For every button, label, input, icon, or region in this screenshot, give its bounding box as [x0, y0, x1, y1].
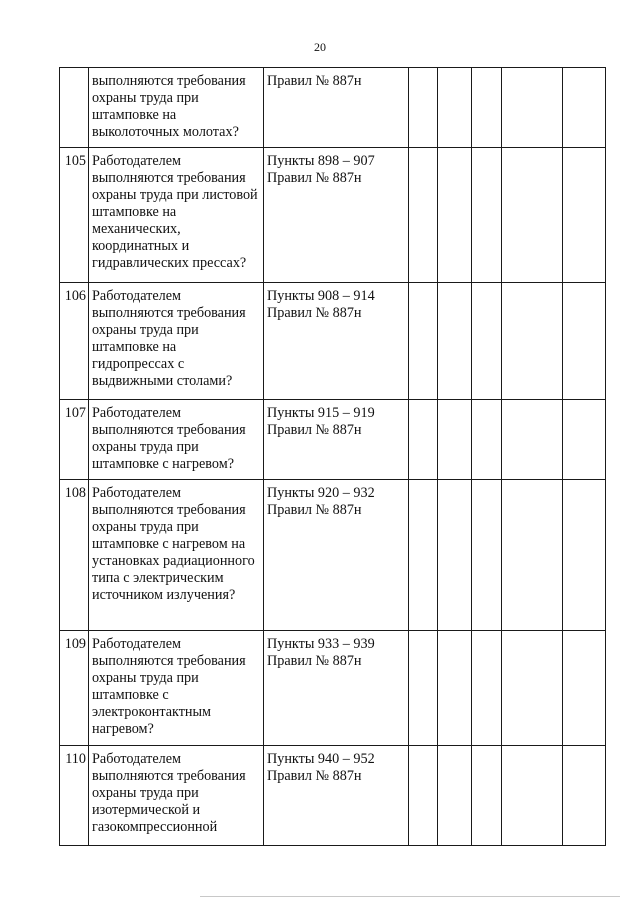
details-cell[interactable] — [502, 480, 563, 631]
answer-cell-na[interactable] — [472, 480, 502, 631]
scan-edge-line — [200, 896, 620, 897]
answer-cell-na[interactable] — [472, 68, 502, 148]
answer-cell-yes[interactable] — [409, 283, 438, 400]
answer-cell-na[interactable] — [472, 746, 502, 846]
row-number: 106 — [60, 283, 89, 400]
table-row — [60, 480, 606, 631]
requirement-question: Работодателем выполняются требования охраны труда при штамповке на гидропрессах с выдвижными столами? — [89, 283, 264, 400]
row-number: 105 — [60, 148, 89, 283]
notes-cell[interactable] — [563, 283, 606, 400]
requirement-question: Работодателем выполняются требования охраны труда при изотермической и газокомпрессионной — [89, 746, 264, 846]
notes-cell[interactable] — [563, 480, 606, 631]
answer-cell-na[interactable] — [472, 283, 502, 400]
answer-cell-no[interactable] — [438, 631, 472, 746]
notes-cell[interactable] — [563, 400, 606, 480]
answer-cell-no[interactable] — [438, 400, 472, 480]
table-row — [60, 283, 606, 400]
rule-reference: Пункты 898 – 907 Правил № 887н — [264, 148, 409, 283]
notes-cell[interactable] — [563, 631, 606, 746]
answer-cell-no[interactable] — [438, 148, 472, 283]
answer-cell-no[interactable] — [438, 480, 472, 631]
requirement-question: выполняются требования охраны труда при штамповке на выколоточных молотах? — [89, 68, 264, 148]
row-number: 108 — [60, 480, 89, 631]
table-row — [60, 400, 606, 480]
rule-reference: Пункты 933 – 939 Правил № 887н — [264, 631, 409, 746]
answer-cell-na[interactable] — [472, 400, 502, 480]
answer-cell-na[interactable] — [472, 148, 502, 283]
rule-reference: Пункты 908 – 914 Правил № 887н — [264, 283, 409, 400]
answer-cell-yes[interactable] — [409, 400, 438, 480]
row-number: 109 — [60, 631, 89, 746]
notes-cell[interactable] — [563, 148, 606, 283]
details-cell[interactable] — [502, 631, 563, 746]
checklist-table — [59, 67, 606, 846]
table-row — [60, 68, 606, 148]
details-cell[interactable] — [502, 400, 563, 480]
answer-cell-yes[interactable] — [409, 631, 438, 746]
requirement-question: Работодателем выполняются требования охраны труда при листовой штамповке на механических, координатных и гидравлических прессах? — [89, 148, 264, 283]
rule-reference: Правил № 887н — [264, 68, 409, 148]
table-row — [60, 746, 606, 846]
details-cell[interactable] — [502, 148, 563, 283]
answer-cell-no[interactable] — [438, 283, 472, 400]
rule-reference: Пункты 940 – 952 Правил № 887н — [264, 746, 409, 846]
row-number: 107 — [60, 400, 89, 480]
row-number: 110 — [60, 746, 89, 846]
notes-cell[interactable] — [563, 68, 606, 148]
answer-cell-no[interactable] — [438, 68, 472, 148]
row-number — [60, 68, 89, 148]
notes-cell[interactable] — [563, 746, 606, 846]
table-row — [60, 148, 606, 283]
table-row — [60, 631, 606, 746]
details-cell[interactable] — [502, 283, 563, 400]
rule-reference: Пункты 915 – 919 Правил № 887н — [264, 400, 409, 480]
answer-cell-yes[interactable] — [409, 68, 438, 148]
page-number: 20 — [314, 40, 326, 54]
answer-cell-yes[interactable] — [409, 480, 438, 631]
answer-cell-yes[interactable] — [409, 746, 438, 846]
requirement-question: Работодателем выполняются требования охраны труда при штамповке с нагревом на установках радиационного типа с электрическим источником излучения? — [89, 480, 264, 631]
answer-cell-yes[interactable] — [409, 148, 438, 283]
details-cell[interactable] — [502, 746, 563, 846]
answer-cell-na[interactable] — [472, 631, 502, 746]
rule-reference: Пункты 920 – 932 Правил № 887н — [264, 480, 409, 631]
requirement-question: Работодателем выполняются требования охраны труда при штамповке с нагревом? — [89, 400, 264, 480]
requirement-question: Работодателем выполняются требования охраны труда при штамповке с электроконтактным нагревом? — [89, 631, 264, 746]
answer-cell-no[interactable] — [438, 746, 472, 846]
details-cell[interactable] — [502, 68, 563, 148]
